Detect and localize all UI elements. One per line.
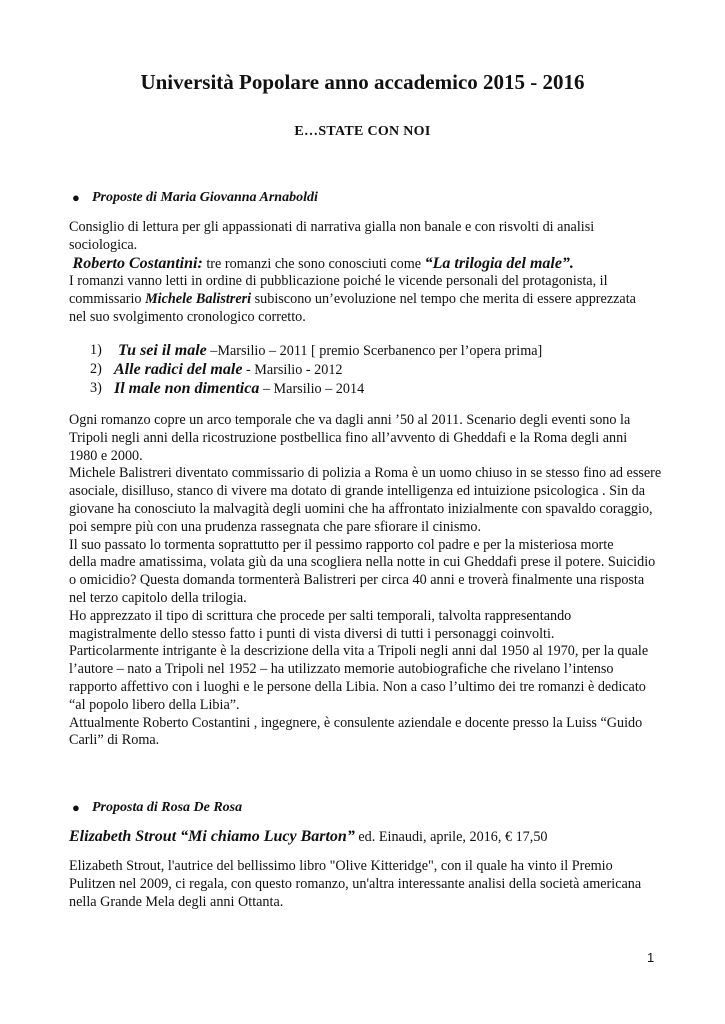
page-subtitle: E…STATE CON NOI bbox=[294, 124, 431, 139]
section1-bullet bbox=[72, 190, 318, 206]
body-line: l’autore – nato a Tripoli nel 1952 – ha utilizzato memorie autobiografiche che rivelano l’intenso bbox=[69, 661, 614, 678]
body-line: magistralmente dello stesso fatto i punti di vista diversi di tutti i personaggi coinvolti. bbox=[69, 625, 555, 642]
body-line: Pulitzen nel 2009, ci regala, con questo romanzo, un'altra interessante analisi della società americana bbox=[69, 875, 642, 892]
page-title: Università Popolare anno accademico 2015 - 2016 bbox=[140, 70, 585, 94]
author-text: tre romanzi che sono conosciuti come bbox=[202, 255, 425, 272]
section2-body bbox=[69, 858, 659, 911]
author-line bbox=[69, 255, 659, 274]
section1-body bbox=[69, 412, 662, 750]
body-line: della madre amatissima, volata giù da una scogliera nella notte in cui Gheddafi prese il potere. Suicidio bbox=[69, 554, 656, 571]
body-line: Tripoli negli anni della ricostruzione postbellica fino all’avvento di Gheddafi e la Roma degli anni bbox=[69, 429, 628, 446]
body-line: asociale, disilluso, stanco di vivere ma dotato di grande intelligenza ed intuizione psicologica . Sin da bbox=[69, 483, 646, 500]
section2-bullet-label: Proposta di Rosa De Rosa bbox=[92, 800, 243, 815]
body-line: Elizabeth Strout, l'autrice del bellissimo libro "Olive Kitteridge", con il quale ha vinto il Premio bbox=[69, 858, 613, 874]
body-line: nel terzo capitolo della trilogia. bbox=[69, 589, 247, 606]
section1-bullet-label: Proposte di Maria Giovanna Arnaboldi bbox=[92, 190, 318, 205]
intro-line: sociologica. bbox=[69, 236, 138, 253]
book-details: - Marsilio - 2012 bbox=[242, 362, 343, 378]
author-name: Roberto Costantini: bbox=[72, 254, 203, 272]
section2-bullet bbox=[72, 800, 243, 816]
protagonist-name: Michele Balistreri bbox=[145, 291, 252, 308]
body-line: “al popolo libero della Libia”. bbox=[69, 696, 240, 713]
order-text: commissario bbox=[69, 291, 146, 308]
body-line: poi sempre più con una prudenza rassegnata che pare sfiorare il cinismo. bbox=[69, 518, 482, 535]
body-line: 1980 e 2000. bbox=[69, 447, 143, 464]
book-number: 3) bbox=[90, 380, 102, 396]
book-heading bbox=[69, 828, 548, 846]
body-line: Michele Balistreri diventato commissario di polizia a Roma è un uomo chiuso in se stesso fino ad essere bbox=[69, 465, 662, 482]
body-line: Particolarmente intrigante è la descrizione della vita a Tripoli negli anni dal 1950 al 1970, per la quale bbox=[69, 643, 649, 660]
order-line: nel suo svolgimento cronologico corretto. bbox=[69, 308, 306, 325]
book-details: –Marsilio – 2011 [ premio Scerbanenco per l’opera prima] bbox=[206, 343, 543, 359]
bullet-dot-icon: ● bbox=[72, 800, 80, 815]
book-number: 1) bbox=[90, 342, 102, 358]
body-line: rapporto affettivo con i luoghi e le persone della Libia. Non a caso l’ultimo dei tre romanzi è dedicato bbox=[69, 678, 646, 695]
order-line: I romanzi vanno letti in ordine di pubblicazione poiché le vicende personali del protagonista, il bbox=[69, 273, 608, 290]
book-details: – Marsilio – 2014 bbox=[259, 381, 365, 397]
order-line bbox=[69, 291, 659, 309]
section1-intro bbox=[69, 219, 659, 327]
body-line: nella Grande Mela degli anni Ottanta. bbox=[69, 893, 284, 910]
trilogy-title: “La trilogia del male”. bbox=[424, 254, 574, 272]
bullet-dot-icon: ● bbox=[72, 190, 80, 205]
book-heading-publisher: ed. Einaudi, aprile, 2016, € 17,50 bbox=[354, 829, 548, 845]
body-line: o omicidio? Questa domanda tormenterà Balistreri per circa 40 anni e troverà finalmente una risposta bbox=[69, 572, 645, 589]
book-heading-title: Elizabeth Strout “Mi chiamo Lucy Barton” bbox=[69, 828, 355, 845]
body-line: Il suo passato lo tormenta soprattutto per il pessimo rapporto col padre e per la misteriosa morte bbox=[69, 536, 614, 553]
body-line: Carli” di Roma. bbox=[69, 732, 160, 749]
book-title: Alle radici del male bbox=[114, 361, 243, 378]
intro-line: Consiglio di lettura per gli appassionati di narrativa gialla non banale e con risvolti di analisi bbox=[69, 219, 595, 235]
page-number: 1 bbox=[647, 950, 655, 965]
book-title: Tu sei il male bbox=[118, 342, 207, 359]
order-text: subiscono un’evoluzione nel tempo che merita di essere apprezzata bbox=[251, 291, 636, 308]
body-line: Attualmente Roberto Costantini , ingegnere, è consulente aziendale e docente presso la Luiss “Guido bbox=[69, 714, 643, 731]
book-title: Il male non dimentica bbox=[114, 380, 260, 397]
body-line: giovane ha conosciuto la malvagità degli uomini che ha affrontato inizialmente con spavaldo coraggio, bbox=[69, 500, 653, 517]
body-line: Ho apprezzato il tipo di scrittura che procede per salti temporali, talvolta rappresentando bbox=[69, 607, 572, 624]
book-number: 2) bbox=[90, 361, 102, 377]
body-line: Ogni romanzo copre un arco temporale che va dagli anni ’50 al 2011. Scenario degli eventi sono la bbox=[69, 412, 631, 428]
